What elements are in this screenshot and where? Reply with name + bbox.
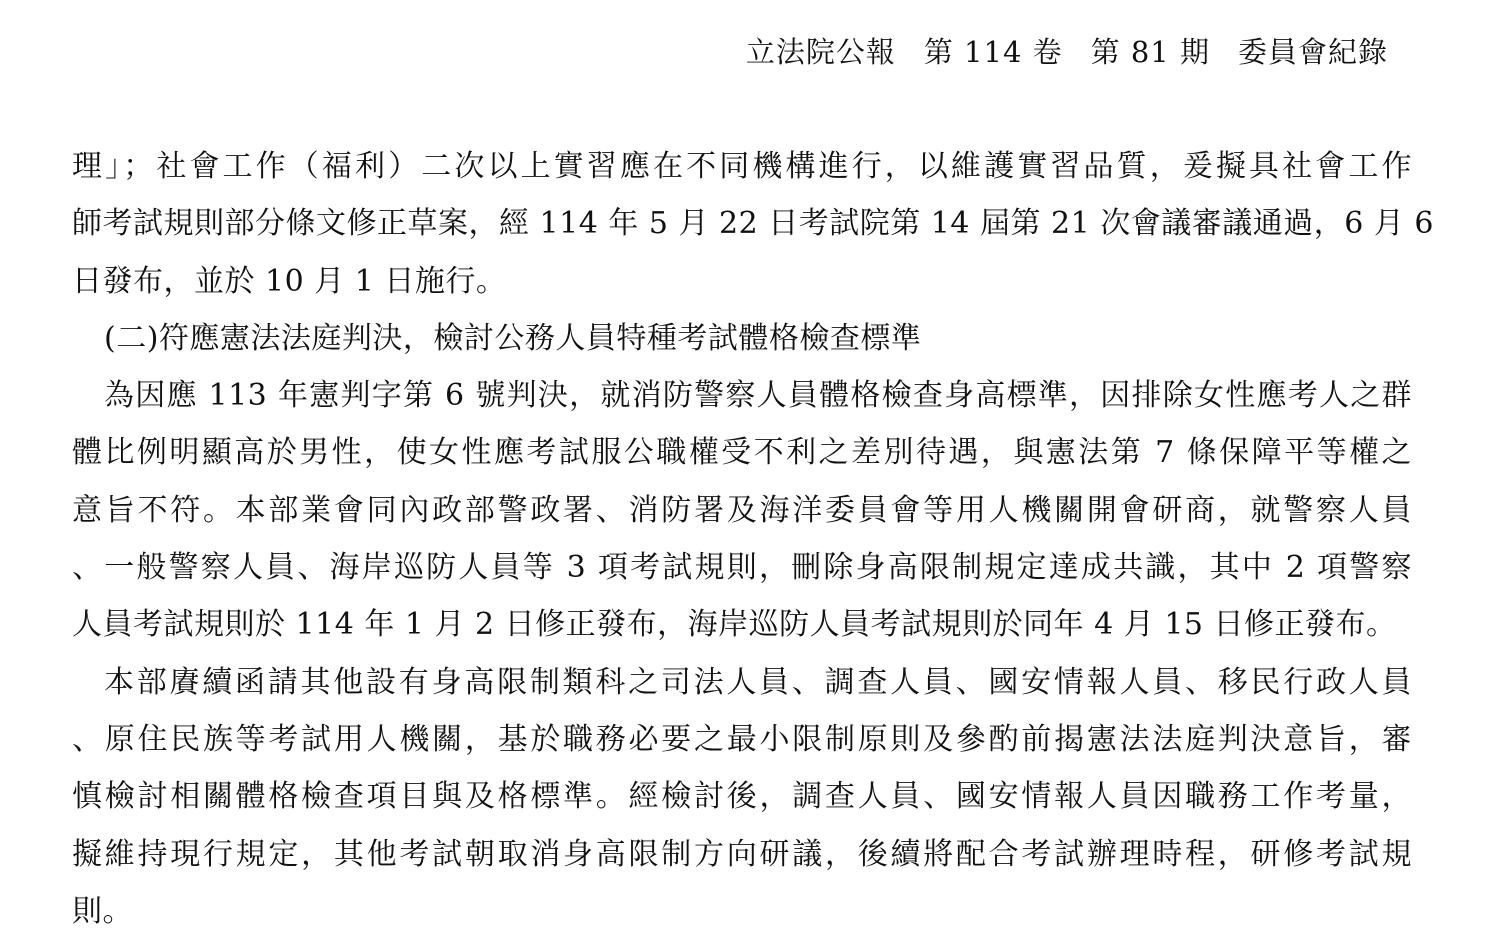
- text-line: 、原住民族等考試用人機關，基於職務必要之最小限制原則及參酌前揭憲法法庭判決意旨，審: [72, 721, 1412, 757]
- text-line: 日發布，並於 10 月 1 日施行。: [72, 263, 507, 299]
- text-line: 人員考試規則於 114 年 1 月 2 日修正發布，海岸巡防人員考試規則於同年 4 月 15 日修正發布。: [72, 607, 1397, 643]
- text-line: 為因應 113 年憲判字第 6 號判決，就消防警察人員體格檢查身高標準，因排除女性應考人之群: [104, 378, 1412, 414]
- header-section: 委員會紀錄: [1237, 35, 1388, 69]
- text-line: 慎檢討相關體格檢查項目與及格標準。經檢討後，調查人員、國安情報人員因職務工作考量，: [72, 779, 1412, 815]
- text-line: 體比例明顯高於男性，使女性應考試服公職權受不利之差別待遇，與憲法第 7 條保障平等權之: [72, 435, 1412, 471]
- text-line: 則。: [72, 893, 133, 929]
- section-heading: (二)符應憲法法庭判決，檢討公務人員特種考試體格檢查標準: [104, 320, 922, 356]
- running-header: [746, 28, 1388, 76]
- header-issue: 第 81 期: [1090, 35, 1210, 69]
- text-line: 理」；社會工作（福利）二次以上實習應在不同機構進行，以維護實習品質，爰擬具社會工作: [72, 149, 1412, 184]
- text-line: 擬維持現行規定，其他考試朝取消身高限制方向研議，後續將配合考試辦理時程，研修考試規: [72, 836, 1412, 872]
- body-text: [72, 138, 1434, 940]
- text-line: 、一般警察人員、海岸巡防人員等 3 項考試規則，刪除身高限制規定達成共識，其中 2 項警察: [72, 550, 1412, 586]
- text-line: 師考試規則部分條文修正草案，經 114 年 5 月 22 日考試院第 14 屆第 21 次會議審議通過，6 月 6: [72, 206, 1434, 242]
- header-publication: 立法院公報: [745, 35, 896, 69]
- text-line: 意旨不符。本部業會同內政部警政署、消防署及海洋委員會等用人機關開會研商，就警察人員: [72, 492, 1412, 528]
- header-volume: 第 114 卷: [923, 35, 1063, 69]
- text-line: 本部賡續函請其他設有身高限制類科之司法人員、調查人員、國安情報人員、移民行政人員: [104, 664, 1412, 700]
